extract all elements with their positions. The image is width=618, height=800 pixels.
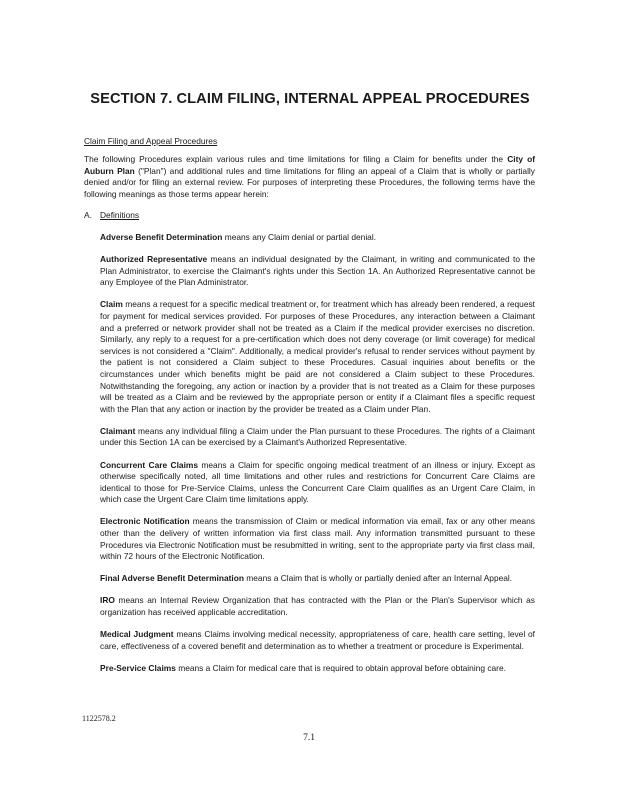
definition-text: means a Claim that is wholly or partially denied after an Internal Appeal. bbox=[243, 573, 513, 584]
definition-term: Claim bbox=[100, 299, 123, 310]
definition-term: Concurrent Care Claims bbox=[100, 459, 199, 470]
page-title: SECTION 7. CLAIM FILING, INTERNAL APPEAL PROCEDURES bbox=[90, 91, 530, 107]
definition-item bbox=[100, 426, 535, 449]
definition-text: means the transmission of Claim or medical information via email, fax or any other means other than the delivery of written information via first class mail. Any information transmitted pursuant to these Procedures via Electronic Notification must be resubmitted in writing, sent to the appropriate party via first class mail, within 72 hours of the Electronic Notification. bbox=[100, 516, 535, 562]
definition-term: Adverse Benefit Determination bbox=[100, 232, 223, 242]
definition-text: means any Claim denial or partial denial. bbox=[222, 232, 377, 242]
definitions-list bbox=[100, 232, 535, 685]
intro-paragraph bbox=[84, 154, 535, 200]
definition-item bbox=[100, 629, 535, 652]
definitions-letter: A. bbox=[84, 210, 92, 220]
definition-item bbox=[100, 663, 535, 675]
definition-text: means a Claim for medical care that is required to obtain approval before obtaining care. bbox=[175, 662, 506, 673]
definition-item bbox=[100, 516, 535, 562]
intro-text-2: ("Plan") and additional rules and time limitations for filing an appeal of a Claim that is wholly or partially denied and/or for filing an external review. For purposes of interpreting these Procedures, the following terms have the following meanings as those terms appear herein: bbox=[84, 165, 535, 199]
definition-item bbox=[100, 254, 535, 289]
definition-term: IRO bbox=[100, 595, 115, 606]
document-code: 1122578.2 bbox=[82, 714, 116, 723]
definitions-label: Definitions bbox=[100, 210, 140, 220]
definition-term: Medical Judgment bbox=[100, 629, 174, 640]
definition-text: means a request for a specific medical treatment or, for treatment which has already been rendered, a request for payment for medical services provided. For purposes of these Procedures, any interaction between a Claimant and a preferred or network provider shall not be treated as a Claim if the medical provider exercises no discretion. Similarly, any reply to a request for a pre-certification which does not deny coverage (or limit coverage) for medical services is not considered a "Claim". Additionally, a medical provider's refusal to render services without payment by the patient is not considered a Claim subject to these Procedures. Casual inquiries about benefits or the circumstances under which benefits might be paid are not considered a Claim subject to these Procedures. Notwithstanding the foregoing, any action or inaction by a provider that is not treated as a Claim for these purposes will be treated as a Claim and be reviewed by the appropriate person or entity if a Claimant files a specific request with the Plan that any action or inaction by the provider be treated as a Claim under Plan. bbox=[100, 299, 535, 414]
definition-term: Claimant bbox=[100, 425, 136, 436]
intro-plan-name: City of Auburn Plan bbox=[84, 154, 535, 176]
definitions-heading bbox=[84, 210, 139, 220]
definition-term: Electronic Notification bbox=[100, 516, 190, 527]
intro-text-1: The following Procedures explain various rules and time limitations for filing a Claim for benefits under the bbox=[84, 154, 508, 164]
definition-item bbox=[100, 460, 535, 506]
definition-item bbox=[100, 232, 535, 244]
definition-text: means a Claim for specific ongoing medical treatment of an illness or injury. Except as otherwise specifically noted, all time limitations and other rules and restrictions for Concurrent Care Claims are identical to those for Pre-Service Claims, unless the Concurrent Care Claim qualifies as an Urgent Care Claim, in which case the Urgent Care Claim time limitations apply. bbox=[100, 459, 536, 505]
definition-text: means an individual designated by the Claimant, in writing and communicated to the Plan Administrator, to exercise the Claimant's rights under this Section 1A. An Authorized Representative cannot be any Employee of the Plan Administrator. bbox=[100, 254, 535, 288]
section-subheading: Claim Filing and Appeal Procedures bbox=[84, 136, 218, 146]
page-number: 7.1 bbox=[303, 733, 315, 743]
definition-text: means Claims involving medical necessity, appropriateness of care, health care setting, level of care, effectiveness of a covered benefit and determination as to whether a treatment or procedure is Experimental. bbox=[100, 629, 535, 651]
definition-item bbox=[100, 595, 535, 618]
definition-term: Final Adverse Benefit Determination bbox=[100, 573, 244, 584]
definition-text: means any individual filing a Claim under the Plan pursuant to these Procedures. The rights of a Claimant under this Section 1A can be exercised by a Claimant's Authorized Representative. bbox=[100, 425, 535, 448]
definition-term: Pre-Service Claims bbox=[100, 662, 176, 673]
definition-item bbox=[100, 573, 535, 585]
definition-text: means an Internal Review Organization that has contracted with the Plan or the Plan's Supervisor which as organization has received applicable accreditation. bbox=[100, 595, 535, 617]
definition-item bbox=[100, 299, 535, 415]
definition-term: Authorized Representative bbox=[100, 254, 208, 265]
